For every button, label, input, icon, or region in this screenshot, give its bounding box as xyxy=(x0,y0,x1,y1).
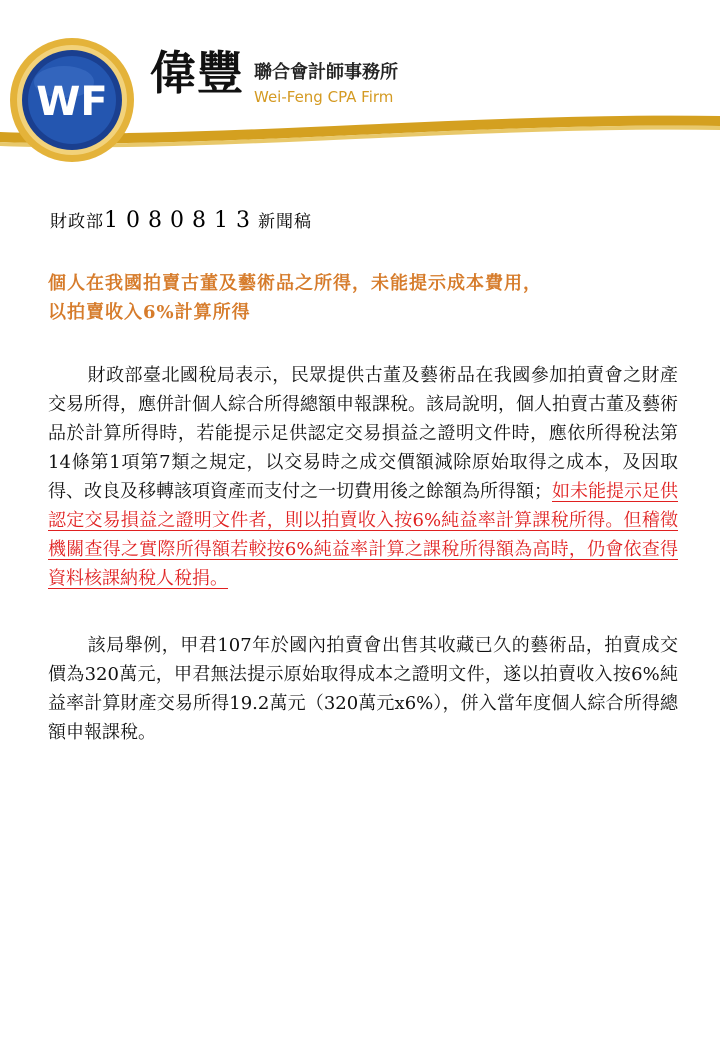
header xyxy=(0,0,720,170)
document-body xyxy=(48,208,678,785)
paragraph-1-text: 財政部臺北國稅局表示，民眾提供古董及藝術品在我國參加拍賣會之財產交易所得，應併計個人綜合所得總額申報課稅。該局說明，個人拍賣古董及藝術品於計算所得時，若能提示足供認定交易損益之證明文件時，應依所得稅法第14條第1項第7類之規定，以交易時之成交價額減除原始取得之成本，及因取得、改良及移轉該項資產而支付之一切費用後之餘額為所得額； xyxy=(48,365,678,502)
logo-text: WF xyxy=(36,79,108,125)
paragraph-1-highlight: 如未能提示足供認定交易損益之證明文件者，則以拍賣收入按6%純益率計算課稅所得。但稽徵機關查得之實際所得額若較按6%純益率計算之課稅所得額為高時，仍會依查得資料核課納稅人稅捐。 xyxy=(48,481,678,589)
dateline-prefix: 財政部 xyxy=(50,212,104,232)
headline-line-2: 以拍賣收入6%計算所得 xyxy=(48,302,251,323)
dateline xyxy=(50,208,678,235)
paragraph-2: 該局舉例，甲君107年於國內拍賣會出售其收藏已久的藝術品，拍賣成交價為320萬元，甲君無法提示原始取得成本之證明文件，遂以拍賣收入按6%純益率計算財產交易所得19.2萬元（320萬元x6%），併入當年度個人綜合所得總額申報課稅。 xyxy=(48,635,678,743)
brand-subtitle-english: Wei-Feng CPA Firm xyxy=(254,88,394,106)
dateline-number: 1080813 xyxy=(104,208,258,233)
dateline-suffix: 新聞稿 xyxy=(257,212,312,232)
headline-line-1: 個人在我國拍賣古董及藝術品之所得，未能提示成本費用， xyxy=(48,273,542,294)
headline xyxy=(48,269,678,327)
brand-name-chinese: 偉豐 xyxy=(150,46,244,100)
brand-subtitle-chinese: 聯合會計師事務所 xyxy=(254,62,398,83)
paragraph-1 xyxy=(48,361,678,593)
firm-logo xyxy=(0,0,720,170)
